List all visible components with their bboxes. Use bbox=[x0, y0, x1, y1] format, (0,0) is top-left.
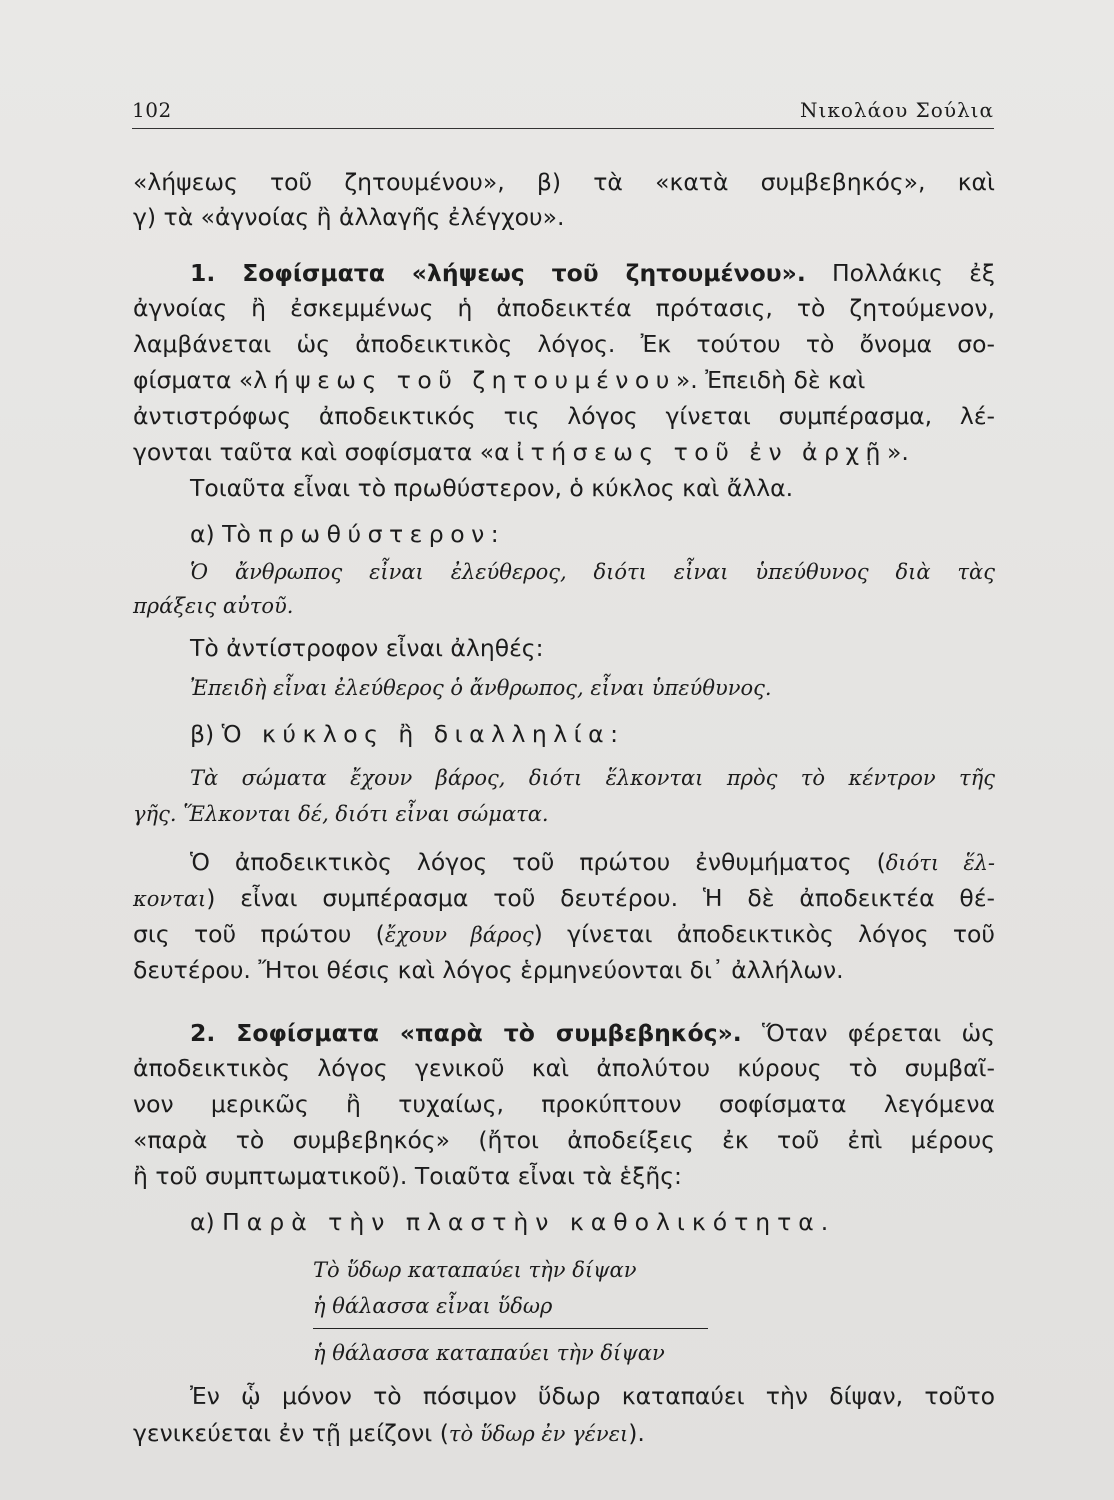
page-header bbox=[132, 98, 994, 129]
text-span: γενικεύεται ἐν τῇ μείζονι ( bbox=[133, 1419, 449, 1447]
text-line: Τὸ ἀντίστροφον εἶναι ἀληθές: bbox=[190, 634, 544, 662]
text-span: γονται ταῦτα καὶ σοφίσματα « bbox=[133, 438, 495, 466]
text-line bbox=[133, 1417, 995, 1450]
text-span: ). bbox=[628, 1419, 645, 1447]
text-span: ) γίνεται ἀποδεικτικὸς λόγος τοῦ bbox=[533, 920, 995, 948]
text-line bbox=[133, 882, 995, 915]
text-span: Ὅταν φέρεται ὡς bbox=[741, 1019, 995, 1047]
text-span: ) εἶναι συμπέρασμα τοῦ δευτέρου. Ἡ δὲ ἀποδεικτέα θέ- bbox=[206, 884, 995, 912]
text-line bbox=[190, 846, 995, 879]
text-line bbox=[133, 364, 995, 396]
italic-span: κονται bbox=[133, 887, 207, 911]
example-line: Τὰ σώματα ἔχουν βάρος, διότι ἕλκονται πρὸς τὸ κέντρον τῆς bbox=[190, 766, 995, 790]
text-line: ἢ τοῦ συμπτωματικοῦ). Τοιαῦτα εἶναι τὰ ἑξῆς: bbox=[133, 1162, 682, 1190]
section-1-heading: 1. Σοφίσματα «λήψεως τοῦ ζητουμένου». bbox=[190, 259, 806, 287]
syllogism-major-premise: Τὸ ὕδωρ καταπαύει τὴν δίψαν bbox=[313, 1258, 637, 1282]
syllogism-rule bbox=[313, 1328, 708, 1329]
spaced-term: λήψεως τοῦ ζητουμένου bbox=[253, 366, 676, 394]
italic-span: ἔχουν βάρος bbox=[384, 923, 534, 947]
section-2-heading: 2. Σοφίσματα «παρὰ τὸ συμβεβηκός». bbox=[190, 1019, 742, 1047]
page-number: 102 bbox=[132, 98, 172, 122]
text-span: β) bbox=[190, 720, 222, 748]
text-line: νον μερικῶς ἢ τυχαίως, προκύπτουν σοφίσματα λεγόμενα bbox=[133, 1090, 995, 1118]
text-span: φίσματα « bbox=[133, 366, 254, 394]
text-span: σις τοῦ πρώτου ( bbox=[133, 920, 385, 948]
text-span: ». bbox=[886, 438, 909, 466]
spaced-term: πρωθύστερον: bbox=[258, 520, 506, 548]
running-head: Νικολάου Σούλια bbox=[800, 98, 994, 122]
text-line: ἀντιστρόφως ἀποδεικτικός τις λόγος γίνεται συμπέρασμα, λέ- bbox=[133, 402, 995, 430]
text-line: Ἐν ᾧ μόνον τὸ πόσιμον ὕδωρ καταπαύει τὴν δίψαν, τοῦτο bbox=[190, 1382, 995, 1410]
example-line: γῆς. Ἕλκονται δέ, διότι εἶναι σώματα. bbox=[133, 802, 549, 826]
subsection-b-heading bbox=[190, 718, 995, 750]
text-line: ἀποδεικτικὸς λόγος γενικοῦ καὶ ἀπολύτου κύρους τὸ συμβαῖ- bbox=[133, 1054, 995, 1082]
spaced-term: Ὁ κύκλος ἢ διαλληλία: bbox=[221, 720, 625, 748]
example-line: Ἐπειδὴ εἶναι ἐλεύθερος ὁ ἄνθρωπος, εἶναι ὑπεύθυνος. bbox=[190, 676, 772, 700]
subsection-a-heading bbox=[190, 518, 995, 550]
text-line: δευτέρου. Ἤτοι θέσις καὶ λόγος ἑρμηνεύονται δι᾽ ἀλλήλων. bbox=[133, 956, 844, 984]
text-span: ». Ἐπειδὴ δὲ καὶ bbox=[675, 366, 866, 394]
section-1-first-line bbox=[190, 257, 995, 289]
syllogism-conclusion: ἡ θάλασσα καταπαύει τὴν δίψαν bbox=[313, 1341, 665, 1365]
text-line: «παρὰ τὸ συμβεβηκός» (ἤτοι ἀποδείξεις ἐκ τοῦ ἐπὶ μέρους bbox=[133, 1126, 995, 1154]
text-span: Πολλάκις ἐξ bbox=[805, 259, 995, 287]
text-line bbox=[133, 918, 995, 951]
text-line: γ) τὰ «ἀγνοίας ἢ ἀλλαγῆς ἐλέγχου». bbox=[133, 203, 565, 231]
text-line bbox=[133, 436, 995, 468]
syllogism-minor-premise: ἡ θάλασσα εἶναι ὕδωρ bbox=[313, 1294, 553, 1318]
subsection-c-heading bbox=[190, 1206, 995, 1238]
example-line: Ὁ ἄνθρωπος εἶναι ἐλεύθερος, διότι εἶναι ὑπεύθυνος διὰ τὰς bbox=[190, 560, 995, 584]
text-line: λαμβάνεται ὡς ἀποδεικτικὸς λόγος. Ἐκ τούτου τὸ ὄνομα σο- bbox=[133, 330, 995, 358]
italic-span: διότι ἕλ- bbox=[885, 851, 995, 875]
spaced-term: Παρὰ τὴν πλαστὴν καθολικότητα. bbox=[222, 1208, 836, 1236]
text-span: α) bbox=[190, 1208, 223, 1236]
example-line: πράξεις αὐτοῦ. bbox=[133, 594, 294, 618]
spaced-term: αἰτήσεως τοῦ ἐν ἀρχῇ bbox=[494, 438, 887, 466]
text-span: α) Τὸ bbox=[190, 520, 259, 548]
italic-span: τὸ ὕδωρ ἐν γένει bbox=[448, 1422, 629, 1446]
text-line: «λήψεως τοῦ ζητουμένου», β) τὰ «κατὰ συμβεβηκός», καὶ bbox=[133, 168, 995, 196]
text-span: Ὁ ἀποδεικτικὸς λόγος τοῦ πρώτου ἐνθυμήματος ( bbox=[190, 848, 886, 876]
text-line: Τοιαῦτα εἶναι τὸ πρωθύστερον, ὁ κύκλος καὶ ἄλλα. bbox=[190, 474, 794, 502]
text-line: ἀγνοίας ἢ ἐσκεμμένως ἡ ἀποδεικτέα πρότασις, τὸ ζητούμενον, bbox=[133, 294, 995, 322]
section-2-first-line bbox=[190, 1017, 995, 1049]
